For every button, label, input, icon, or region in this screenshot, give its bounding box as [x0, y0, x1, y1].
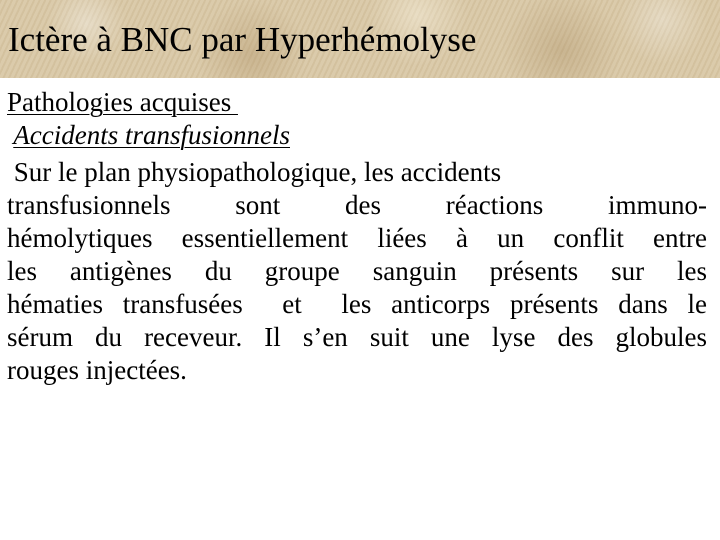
title-banner	[0, 0, 720, 78]
paragraph-line: les antigènes du groupe sanguin présents sur les	[7, 256, 707, 286]
subsection-heading-text: Accidents transfusionnels	[13, 120, 290, 150]
paragraph-line: hémolytiques essentiellement liées à un conflit entre	[7, 223, 707, 253]
subsection-heading	[7, 119, 707, 152]
section-heading: Pathologies acquises	[7, 87, 238, 117]
paragraph-line: transfusionnels sont des réactions immuno-	[7, 190, 707, 220]
slide-title: Ictère à BNC par Hyperhémolyse	[8, 20, 477, 59]
body-paragraph	[7, 156, 707, 387]
paragraph-line: hématies transfusées et les anticorps présents dans le	[7, 289, 707, 319]
paragraph-line: rouges injectées.	[7, 355, 187, 385]
paragraph-line: Sur le plan physiopathologique, les accidents	[7, 157, 502, 187]
slide-body	[7, 86, 707, 387]
paragraph-line: sérum du receveur. Il s’en suit une lyse des globules	[7, 322, 707, 352]
